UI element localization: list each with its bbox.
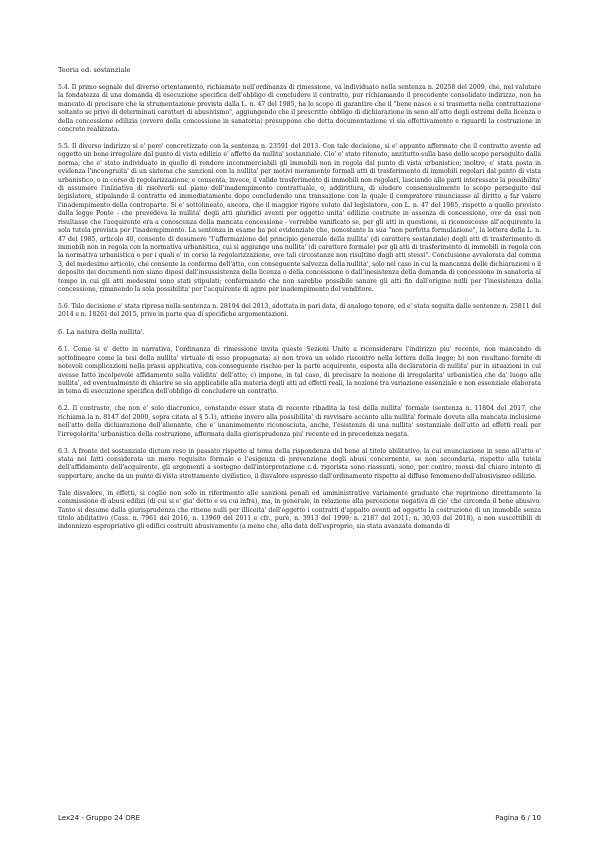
section-heading-teoria: Teoria ed. sostanziale: [58, 66, 131, 74]
section-heading-6: 6. La natura della nullita'.: [58, 328, 145, 337]
paragraph-6-1: 6.1. Come si e' detto in narrativa, l'ordinanza di rimessione invita queste Sezioni Unite a riconsiderare l'indirizzo piu' recente, non mancando di sottolineare come la tesi della nullita' virtuale di esso propugnata: a) non trova un solido riscontro nella lettera della legge; b) non risultano fornite di notevoli complicazioni nella prassi applicativa, con conseguente rischio per la parte acquirente, esposta alla declaratoria di nullita' pur in situazioni in cui avesse fatto incolpevole affidamento sulla validita' dell'atto; c) impone, in tal caso, di precisare la nozione di irregolarita' urbanistica che da' luogo alla nullita', ed eventualmente di chiarire se sia applicabile alla materia degli atti ad effetti reali, la nozione tra variazione essenziale e non essenziale elaborata in tema di esecuzione specifica dell'obbligo di concludere un contratto.: [58, 346, 541, 396]
paragraph-6-2: 6.2. Il contrasto, che non e' solo diacronico, constando esser stata di recente ribadita la tesi della nullita' formale (sentenza n. 11804 del 2017, che richiama la n. 8147 del 2000, sopra citata al § 5.1), attiene invero alla possibilita' di ravvisare accanto alla nullita' formale dovuta alla mancata inclusione nell'atto della dichiarazione dell'alienante, che e' unanimemente riconosciuta, anche, l'esistenza di una nullita' sostanziale dell'atto ad effetti reali per l'irregolarita' urbanistica della costruzione, affermata dalla giurisprudenza piu' recente ed in precedenza negata.: [58, 405, 541, 438]
footer-page-number: Pagina 6 / 10: [495, 814, 541, 822]
paragraph-5-6: 5.6. Tale decisione e' stata ripresa nella sentenza n. 28194 del 2013, adottata in pari data, di analogo tenore, ed e' stata seguita dalle sentenze n. 25811 del 2014 e n. 18261 del 2015, prive in parte qua di specifiche argomentazioni.: [58, 302, 541, 319]
document-body: [58, 66, 541, 540]
paragraph-tale-disvalore: Tale disvalore, in effetti, si coglie non solo in riferimento alle sanzioni penali ed amministrative variamente graduate che reprimono direttamente la commissione di abusi edilizi (di cui si e' gia' detto e su cui infra), ma, in generale, in relazione alla percezione negativa di cio' che circonda il bene abusivo. Tanto si desume dalla giurisprudenza che ritiene nulli per illiceita' dell'oggetto i contratti d'appalto aventi ad oggetto la costruzione di un immobile senza titolo abilitativo (Cass. n. 7961 del 2016, n. 13969 del 2011 e cfr., pure, n. 3913 del 1999; n. 2187 del 2011; n. 30,03 del 2018), a non suscettibili di indennizzo espropriativo gli edifici costruiti abusivamente (a meno che, alla data dell'esproprio, sia stata avanzata domanda di: [58, 489, 541, 531]
paragraph-5-4: 5.4. Il primo segnale del diverso orientamento, richiamato nell'ordinanza di rimessione, va individuato nella sentenza n. 20258 del 2009, che, nel valutare la fondatezza di una domanda di esecuzione specifica dell'obbligo di concludere il contratto, pur richiamando il precedente consolidato indirizzo, non ha mancato di precisare che la strumentazione prevista dalla L. n. 47 del 1985, ha lo scopo di garantire che il "bene nasce e si trasmetta nella contrattazione soltanto se privo di determinati caratteri di abusivismo", aggiungendo che il prescritto obbligo di dichiarazione in seno all'atto degli estremi della licenza o della concessione edilizia (ovvero della concessione in sanatoria) presuppone che detta documentazione vi sia effettivamente e riguardi la costruzione in concreto realizzata.: [58, 84, 541, 134]
page-footer: [58, 814, 541, 826]
paragraph-6-3: 6.3. A fronte del sostanziale dictum reso in passato rispetto al tema della rispondenza del bene al titolo abilitativo, la cui enunciazione in seno all'atto e' stata nei fatti considerata un mero requisito formale e l'esigenza di prevenzione degli abusi concernente, se non secondaria, rispetto alla tutela dell'affidamento dell'acquirente, gli argomenti a sostegno dell'interpretazione c.d. rigorista sono riassunti, sono, per contro, mossi dal chiaro intento di supportare, anche da un punto di vista strettamente civilistico, il disvalore espresso dall'ordinamento rispetto al diffuso fenomeno dell'abusivismo edilizio.: [58, 447, 541, 480]
paragraph-5-5: 5.5. Il diverso indirizzo si e' pero' concretizzato con la sentenza n. 23591 del 2013. Con tale decisione, si e' appunto affermato che il contratto avente ad oggetto un bene irregolare dal punto di vista edilizio e' affetto da nullita' sostanziale. Cio' e' stato ritenuto, anzitutto sulla base dello scopo perseguito dalla norma, che e' stato individuato in quello di rendere incommerciabili gli immobili non in regola dal punto di vista urbanistico; inoltre, e' stata posta in evidenza l'incongruita' di un sistema che sanzioni con la nullita' per motivi meramente formali atti di trasferimento di immobili regolari dal punto di vista urbanistico, o in corso di regolarizzazione, e consenta, invece, il valido trasferimento di immobili non regolari, lasciando alle parti interessate la possibilita' di assumere l'iniziativa di risolverli sul piano dell'inadempimento contrattuale, o, addirittura, di eludere consensualmente lo scopo perseguito dal legislatore, stipulando il contratto ed immediatamente dopo concludendo una transazione con la quale il compratore rinunciasse al diritto a far valere l'inadempimento della controparte. Si e' sottolineato, ancora, che il maggior rigore voluto dal legislatore, con L. n. 47 del 1985, rispetto a quello previsto dalla legge Ponte - che prevedeva la nullita' degli atti giuridici aventi per oggetto unita' edilizie costruite in assenza di concessione, ove da essi non risultasse che l'acquirente era a conoscenza della mancata concessione - verrebbe vanificato se, per gli atti in questione, si riconoscesse all'acquirente la sola tutela prevista per l'inadempimento. La sentenza in esame ha poi evidenziato che, nonostante la sua "non perfetta formulazione", la lettera della L. n. 47 del 1985, articolo 40, consente di desumere "l'affermazione del principio generale della nullita' (di carattere sostanziale) degli atti di trasferimento di immobili non in regola con la normativa urbanistica, cui si aggiunge una nullita' (di carattere formale) per gli atti di trasferimento di immobili in regola con la normativa urbanistica o per i quali e' in corso la regolarizzazione, ove tali circostanze non risultino dagli atti stessi". Conclusione avvalorata dal comma 3, del medesimo articolo, che consente la conferma dell'atto, con conseguente salvezza della nullita', solo nel caso in cui la mancanza delle dichiarazioni o il deposito dei documenti non siano dipesi dall'insussistenza della licenza o della concessione o dall'inesistenza della domanda di concessione in sanatoria al tempo in cui gli atti medesimi sono stati stipulati; confermando che non sarebbe possibile sanare gli atti fin dall'origine nulli per l'inesistenza della concessione, rimanendo la sola possibilita' per l'acquirente di agire per inadempimento del venditore.: [58, 143, 541, 293]
footer-publisher: Lex24 - Gruppo 24 ORE: [58, 814, 141, 822]
